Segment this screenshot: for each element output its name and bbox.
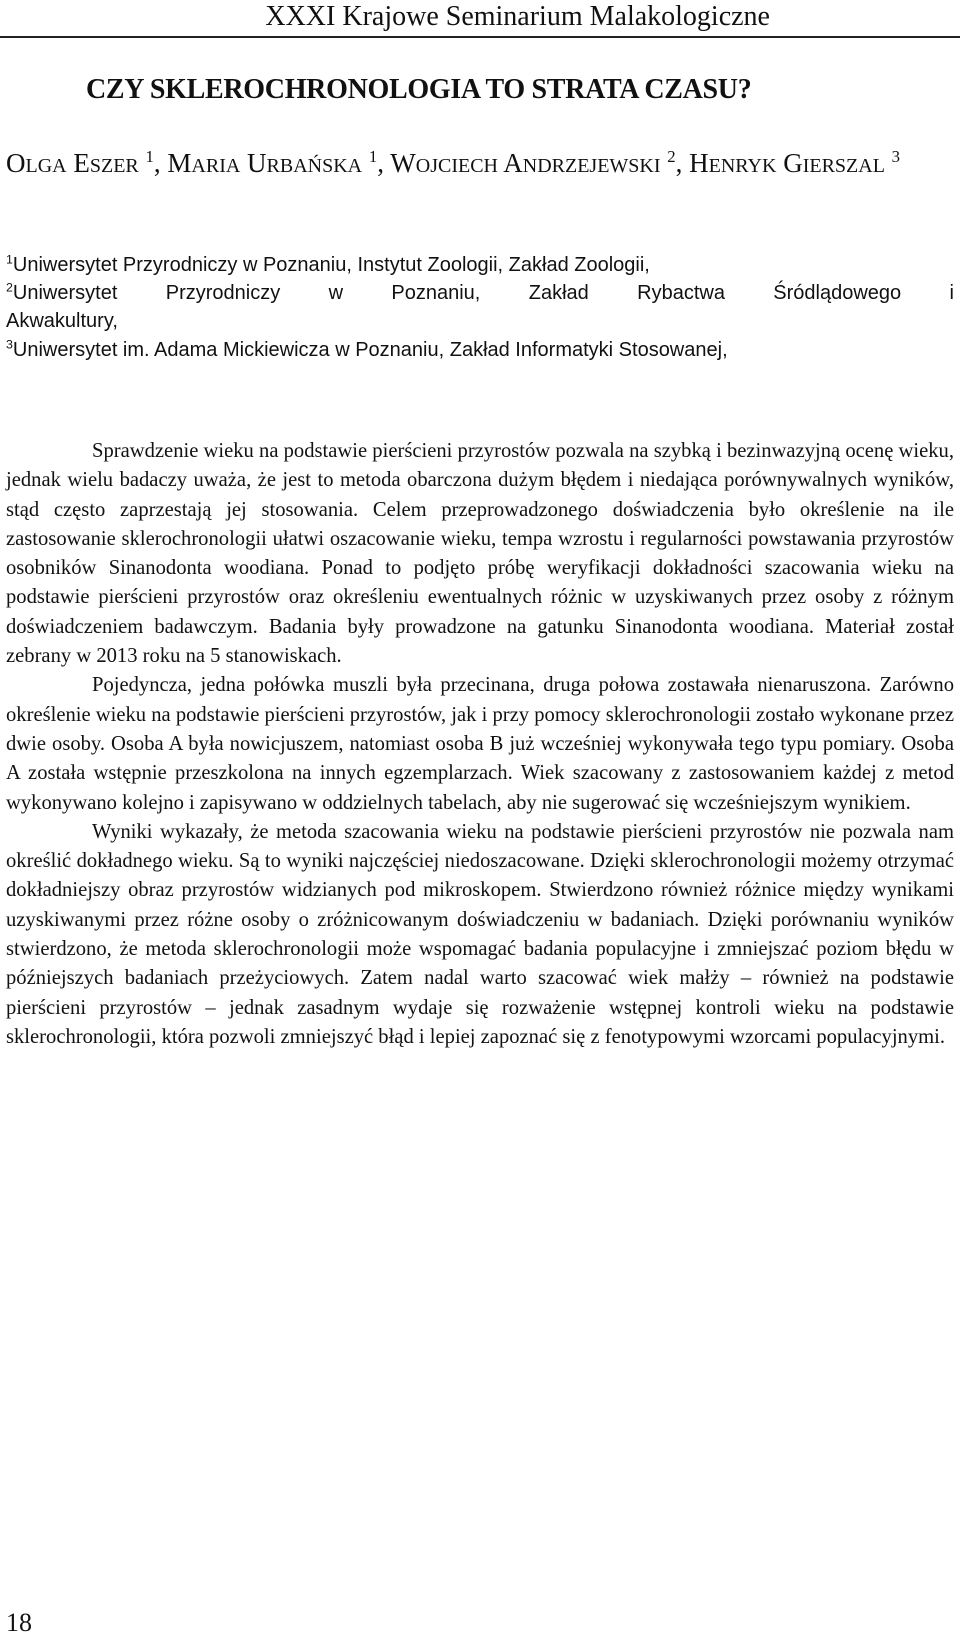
author-3-first-name: WOJCIECH xyxy=(390,148,498,178)
affiliation-1-text: Uniwersytet Przyrodniczy w Poznaniu, Instytut Zoologii, Zakład Zoologii, xyxy=(12,254,650,276)
author-2-last-name: URBAŃSKA xyxy=(247,148,363,178)
affiliation-1-number: 1 xyxy=(6,252,13,267)
author-1 xyxy=(6,148,139,178)
page-number: 18 xyxy=(6,1608,32,1637)
author-4 xyxy=(689,148,885,178)
author-1-first-name: OLGA xyxy=(6,148,67,178)
affiliation-3-number: 3 xyxy=(6,337,13,352)
author-3 xyxy=(390,148,660,178)
affiliation-2 xyxy=(6,280,954,307)
author-3-affiliation-mark: 2 xyxy=(667,147,676,166)
author-4-affiliation-mark: 3 xyxy=(891,147,901,166)
affiliation-2-continued-text: Akwakultury, xyxy=(6,310,118,332)
affiliation-2-text: Uniwersytet Przyrodniczy w Poznaniu, Zakład Rybactwa Śródlądowego i xyxy=(12,282,954,304)
paragraph-3: Wyniki wykazały, że metoda szacowania wieku na podstawie pierścieni przyrostów nie pozwala nam określić dokładnego wieku. Są to wyniki najczęściej niedoszacowane. Dzięki sklerochronologii możemy otrzymać dokładniejszy obraz przyrostów widzianych pod mikroskopem. Stwierdzono również różnice między wynikami uzyskiwanymi przez różne osoby o zróżnicowanym doświadczeniu w badaniach. Dzięki porównaniu wyników stwierdzono, że metoda sklerochronologii może wspomagać badania populacyjne i zmniejszać poziom błędu w późniejszych badaniach przeżyciowych. Zatem nadal warto szacować wiek małży – również na podstawie pierścieni przyrostów – jednak zasadnym wydaje się rozważenie wstępnej kontroli wieku na podstawie sklerochronologii, która pozwoli zmniejszyć błąd i lepiej zapoznać się z fenotypowymi wzorcami populacyjnymi. xyxy=(6,820,954,1048)
author-2-affiliation-mark: 1 xyxy=(368,147,378,166)
author-list: OLGA ESZER $^1$, MARIA URBAŃSKA $^1$, WOJCIECH ANDRZEJEWSKI $^2$, HENRYK GIERSZAL $^3$ xyxy=(6,147,901,178)
paper-title: CZY SKLEROCHRONOLOGIA TO STRATA CZASU? xyxy=(86,74,752,105)
affiliation-3 xyxy=(6,337,954,364)
affiliation-1 xyxy=(6,252,954,279)
author-2-first-name: MARIA xyxy=(167,148,241,178)
affiliation-2-number: 2 xyxy=(6,280,13,295)
running-title: XXXI Krajowe Seminarium Malakologiczne xyxy=(265,1,770,32)
abstract-body xyxy=(6,437,954,1052)
running-header xyxy=(0,0,960,38)
author-4-first-name: HENRYK xyxy=(689,148,777,178)
author-1-last-name: ESZER xyxy=(73,148,139,178)
author-4-last-name: GIERSZAL xyxy=(783,148,885,178)
affiliation-2-continued xyxy=(6,308,954,335)
paragraph-1: Sprawdzenie wieku na podstawie pierścieni przyrostów pozwala na szybką i bezinwazyjną ocenę wieku, jednak wielu badaczy uważa, że jest to metoda obarczona dużym błędem i niedająca porównywalnych wyników, stąd często zaprzestają jej stosowania. Celem przeprowadzonego doświadczenia było określenie na ile zastosowanie sklerochronologii ułatwi oszacowanie wieku, tempa wzrostu i regularności powstawania przyrostów osobników Sinanodonta woodiana. Ponad to podjęto próbę weryfikacji dokładności szacowania wieku na podstawie pierścieni przyrostów oraz określeniu ewentualnych różnic w uzyskiwanych przez osoby z różnym doświadczeniem badawczym. Badania były prowadzone na gatunku Sinanodonta woodiana. Materiał został zebrany w 2013 roku na 5 stanowiskach. xyxy=(6,440,954,668)
paragraph-2: Pojedyncza, jedna połówka muszli była przecinana, druga połowa zostawała nienaruszona. Zarówno określenie wieku na podstawie pierścieni przyrostów, jak i przy pomocy sklerochronologii zostało wykonane przez dwie osoby. Osoba A była nowicjuszem, natomiast osoba B już wcześniej wykonywała tego typu pomiary. Osoba A została wstępnie przeszkolona na innych egzemplarzach. Wiek szacowany z zastosowaniem każdej z metod wykonywano kolejno i zapisywano w oddzielnych tabelach, aby nie sugerować się wcześniejszym wynikiem. xyxy=(6,674,954,814)
author-3-last-name: ANDRZEJEWSKI xyxy=(503,148,661,178)
author-2 xyxy=(167,148,362,178)
affiliation-3-text: Uniwersytet im. Adama Mickiewicza w Poznaniu, Zakład Informatyki Stosowanej, xyxy=(12,339,728,361)
author-1-affiliation-mark: 1 xyxy=(145,147,154,166)
